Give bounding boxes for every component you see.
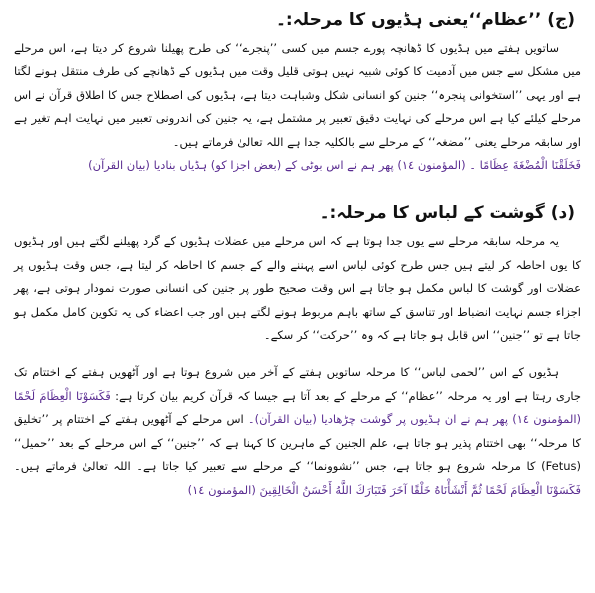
paragraph-flesh-stage	[14, 361, 581, 501]
paragraph-bones: ساتویں ہفتے میں ہڈیوں کا ڈھانچہ پورے جسم میں کسی ’’پنجرے‘‘ کی طرح پھیلنا شروع کر دیتا ہے، اس مرحلے میں مشکل سے جس میں آدمیت کا کوئی شبیہ نہیں ہوتی قلیل وقت میں ہڈیوں کے ڈھانچے کی طرف منتقل ہونے لگتا ہے اور یہی ’’استخوانی پنجرہ‘‘ جنین کو انسانی شکل وشباہت دیتا ہے، ہڈیوں کی اصطلاح جس کا اطلاق قرآن نے اس مرحلے کیلئے کیا ہے اس مرحلے کی نہایت دقیق تعبیر پر مشتمل ہے، یہ جنین کی اندرونی تعبیر میں نہایت اہم تغیر ہے اور سابقہ مرحلے یعنی ’’مضغہ‘‘ کے مرحلے سے بالکلیہ جدا ہے اللہ تعالیٰ فرماتے ہیں۔	[14, 41, 581, 149]
paragraph-flesh-stage-text: ہڈیوں کے اس ’’لحمی لباس‘‘ کا مرحلہ ساتویں ہفتے کے آخر میں شروع ہوتا ہے اور آٹھویں ہفتے کے اختتام تک جاری رہتا ہے اور یہ مرحلہ ’’عظام‘‘ کے مرحلے کے بعد آتا ہے جیسا کہ قرآن کریم بیان کرتا ہے:	[14, 365, 582, 403]
quran-reference-creation: (المؤمنون ١٤)	[187, 482, 256, 497]
paragraph-fetus-text: اس مرحلے کے آٹھویں ہفتے کے اختتام پر ’’تخلیق کا مرحلہ‘‘ بھی اختتام پذیر ہو جاتا ہے، علم الجنین کے ماہرین کا کہنا ہے کہ ’’جنین‘‘ کے اس مرحلے کے بعد ’’حمیل‘‘ (Fetus) کا مرحلہ شروع ہو جاتا ہے، جس ’’نشوونما‘‘ کے مرحلے سے تعبیر کیا جاتا ہے۔ اللہ تعالیٰ فرماتے ہیں۔	[14, 412, 581, 474]
section-heading-flesh: (د) گوشت کے لباس کا مرحلہ:۔	[319, 203, 575, 224]
paragraph-flesh: یہ مرحلہ سابقہ مرحلے سے یوں جدا ہوتا ہے کہ اس مرحلے میں عضلات ہڈیوں کے گرد پھیلنے لگتے ہیں اور ہڈیوں کا یوں احاطہ کر لیتے ہیں جس طرح کوئی لباس اسے پہننے والے کے جسم کا احاطہ کر لیتا ہے، جس وقت ہڈیوں پر عضلات اور گوشت کا لباس مکمل ہو جاتا ہے اس وقت صحیح طور پر جنین کی انسانی صورت نمودار ہوتی ہے، پھر اجزاء جسم نہایت انضباط اور تناسق کے ساتھ باہم مربوط ہونے لگتے ہیں اور جب اعضاء کی یہ تکوین کامل مکمل ہو جاتا ہے تو ’’جنین‘‘ اس قابل ہو جاتا ہے کہ وہ ’’حرکت‘‘ کر سکے۔	[14, 234, 581, 343]
quran-reference-bones: فَخَلَقْنَا الْمُضْغَةَ عِظَامًا ۔ (المؤمنون ١٤) پھر ہم نے اس بوٹی کے (بعض اجزا کو) ہڈیاں بنادیا (بیان القرآن)	[88, 158, 581, 173]
quran-quote-flesh: فَكَسَوْنَا الْعِظَامَ لَحْمًا (المؤمنون ١٤) پھر ہم نے ان ہڈیوں پر گوشت چڑھادیا (بیان القرآن)۔	[14, 388, 582, 427]
quran-quote-creation: فَكَسَوْنَا الْعِظَامَ لَحْمًا ثُمَّ أَنْشَأْنَاهُ خَلْقًا آخَرَ فَتَبَارَكَ اللَّهُ أَحْسَنُ الْخَالِقِينَ	[259, 482, 581, 497]
section-heading-bones: (ج) ’’عظام‘‘یعنی ہڈیوں کا مرحلہ:۔	[275, 10, 575, 30]
